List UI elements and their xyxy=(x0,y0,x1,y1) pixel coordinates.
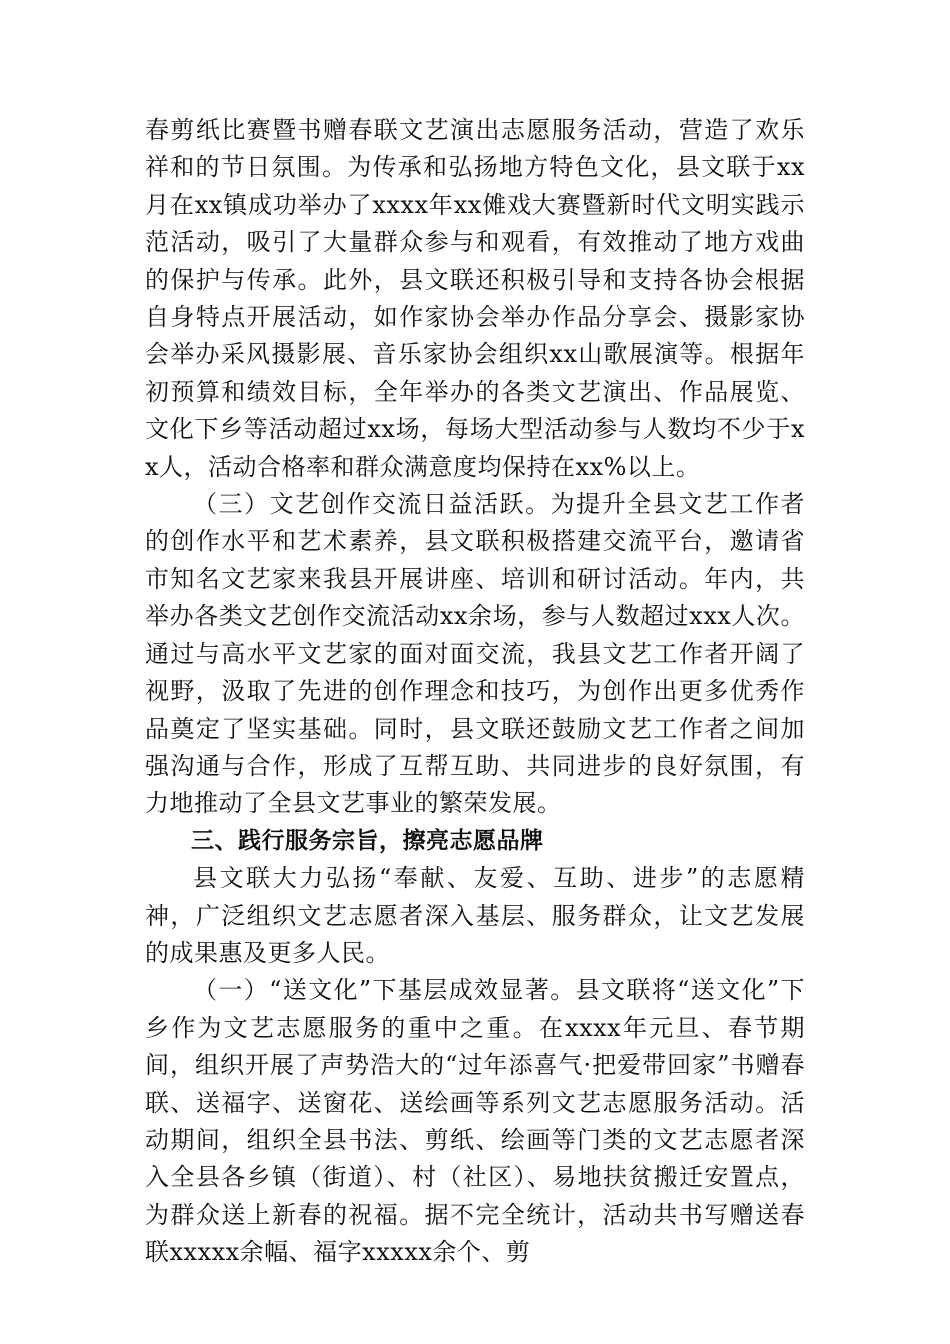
paragraph-section-three-exchange: （三）文艺创作交流日益活跃。为提升全县文艺工作者的创作水平和艺术素养，县文联积极搭建交流平台，邀请省市知名文艺家来我县开展讲座、培训和研讨活动。年内，共举办各类文艺创作交流活动xx余场，参与人数超过xxx人次。通过与高水平文艺家的面对面交流，我县文艺工作者开阔了视野，汲取了先进的创作理念和技巧，为创作出更多优秀作品奠定了坚实基础。同时，县文联还鼓励文艺工作者之间加强沟通与合作，形成了互帮互助、共同进步的良好氛围，有力地推动了全县文艺事业的繁荣发展。 xyxy=(145,490,805,818)
document-body xyxy=(145,112,805,1272)
section-heading: 三、践行服务宗旨，擦亮志愿品牌 xyxy=(191,827,544,854)
paragraph-volunteer-intro: 县文联大力弘扬“奉献、友爱、互助、进步”的志愿精神，广泛组织文艺志愿者深入基层、服务群众，让文艺发展的成果惠及更多人民。 xyxy=(145,864,805,967)
paragraph-send-culture: （一）“送文化”下基层成效显著。县文联将“送文化”下乡作为文艺志愿服务的重中之重。在xxxx年元旦、春节期间，组织开展了声势浩大的“过年添喜气·把爱带回家”书赠春联、送福字、送窗花、送绘画等系列文艺志愿服务活动。活动期间，组织全县书法、剪纸、绘画等门类的文艺志愿者深入全县各乡镇（街道）、村（社区）、易地扶贫搬迁安置点，为群众送上新春的祝福。据不完全统计，活动共书写赠送春联xxxxx余幅、福字xxxxx余个、剪 xyxy=(145,976,805,1267)
paragraph-continued: 春剪纸比赛暨书赠春联文艺演出志愿服务活动，营造了欢乐祥和的节日氛围。为传承和弘扬地方特色文化，县文联于xx月在xx镇成功举办了xxxx年xx傩戏大赛暨新时代文明实践示范活动，吸引了大量群众参与和观看，有效推动了地方戏曲的保护与传承。此外，县文联还积极引导和支持各协会根据自身特点开展活动，如作家协会举办作品分享会、摄影家协会举办采风摄影展、音乐家协会组织xx山歌展演等。根据年初预算和绩效目标，全年举办的各类文艺演出、作品展览、文化下乡等活动超过xx场，每场大型活动参与人数均不少于xx人，活动合格率和群众满意度均保持在xx%以上。 xyxy=(145,116,805,481)
